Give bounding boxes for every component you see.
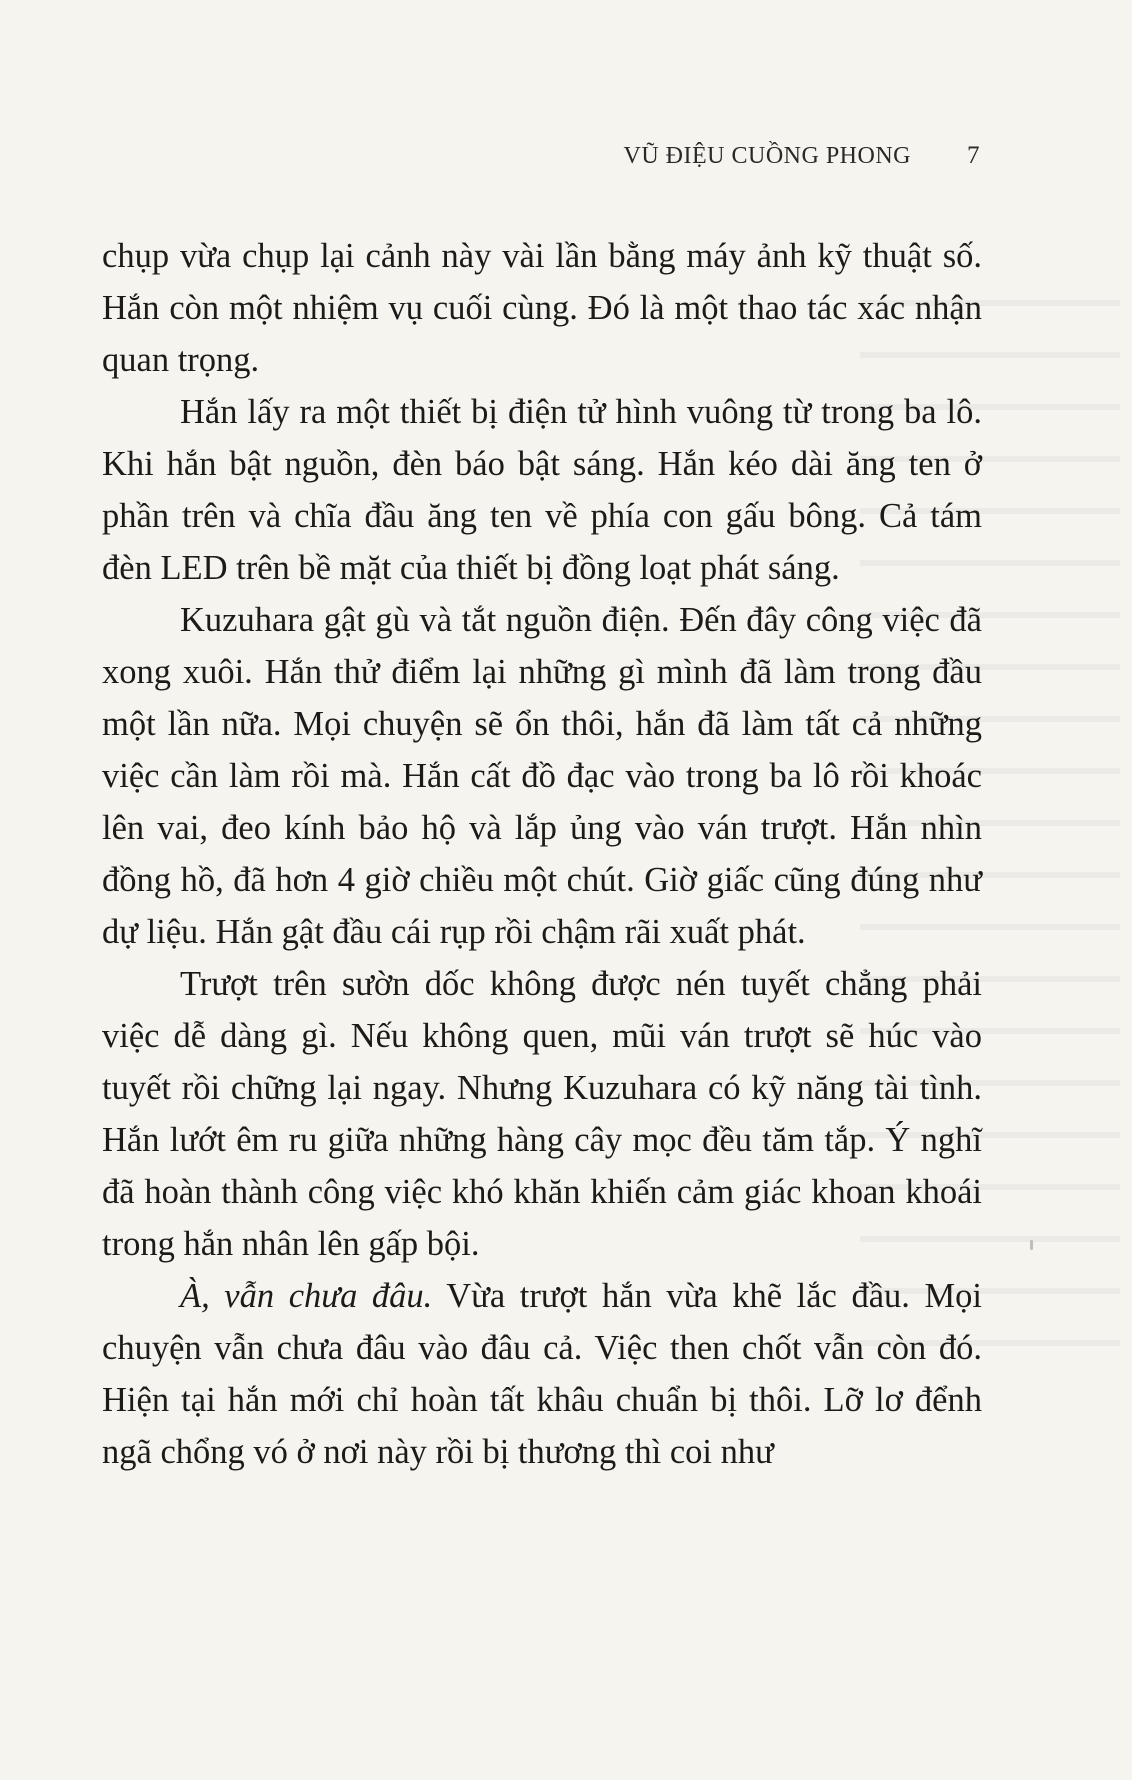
italic-thought: À, vẫn chưa đâu. (180, 1277, 433, 1315)
paragraph: Kuzuhara gật gù và tắt nguồn điện. Đến đây công việc đã xong xuôi. Hắn thử điểm lại những gì mình đã làm trong đầu một lần nữa. Mọi chuyện sẽ ổn thôi, hắn đã làm tất cả những việc cần làm rồi mà. Hắn cất đồ đạc vào trong ba lô rồi khoác lên vai, đeo kính bảo hộ và lắp ủng vào ván trượt. Hắn nhìn đồng hồ, đã hơn 4 giờ chiều một chút. Giờ giấc cũng đúng như dự liệu. Hắn gật đầu cái rụp rồi chậm rãi xuất phát. (102, 601, 982, 951)
paragraph: Trượt trên sườn dốc không được nén tuyết chẳng phải việc dễ dàng gì. Nếu không quen, mũi ván trượt sẽ húc vào tuyết rồi chững lại ngay. Nhưng Kuzuhara có kỹ năng tài tình. Hắn lướt êm ru giữa những hàng cây mọc đều tăm tắp. Ý nghĩ đã hoàn thành công việc khó khăn khiến cảm giác khoan khoái trong hắn nhân lên gấp bội. (102, 965, 982, 1263)
paragraph: Hắn lấy ra một thiết bị điện tử hình vuông từ trong ba lô. Khi hắn bật nguồn, đèn báo bật sáng. Hắn kéo dài ăng ten ở phần trên và chĩa đầu ăng ten về phía con gấu bông. Cả tám đèn LED trên bề mặt của thiết bị đồng loạt phát sáng. (102, 393, 982, 587)
page-number: 7 (967, 142, 980, 169)
paragraph-continuation: Vừa trượt hắn vừa khẽ lắc đầu. Mọi chuyện vẫn chưa đâu vào đâu cả. Việc then chốt vẫn còn đó. Hiện tại hắn mới chỉ hoàn tất khâu chuẩn bị thôi. Lỡ lơ đểnh ngã chổng vó ở nơi này rồi bị thương thì coi như (102, 1277, 982, 1471)
running-title: VŨ ĐIỆU CUỒNG PHONG (623, 143, 911, 169)
paper-speck (1030, 1240, 1033, 1250)
running-header (96, 142, 980, 170)
paragraph (102, 1270, 982, 1478)
body-text (102, 230, 982, 1478)
paragraph: chụp vừa chụp lại cảnh này vài lần bằng máy ảnh kỹ thuật số. Hắn còn một nhiệm vụ cuối cùng. Đó là một thao tác xác nhận quan trọng. (102, 237, 982, 379)
